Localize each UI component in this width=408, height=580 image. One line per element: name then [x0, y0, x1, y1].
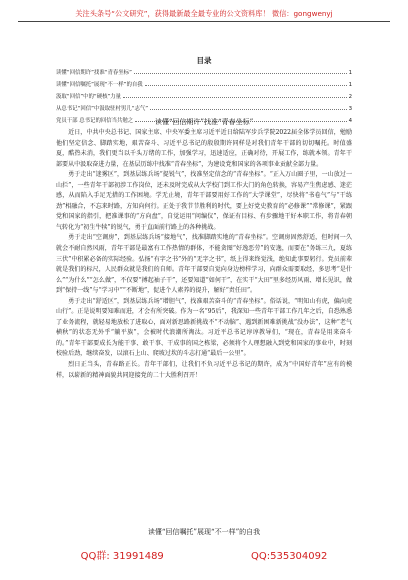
promo-banner: 关注头条号“公文研究”，获得最新最全最专业的公文资料库！ 微信：gongwenyj [75, 9, 333, 18]
toc-item-label: 读懂“回信嘱托”展现“不一样”的自我 [56, 82, 143, 88]
toc-title: 目录 [196, 56, 212, 65]
body-paragraph: 勇于走出“空调房”，到基层练兵场“接地气”，找准脚踏实地的“青春坐标”。空调房固然舒适，但时间一久就会不耐自然风雨，青年干部是最富有工作热情的群体，不能贪图“好逸恶劳”的安逸，而要在“务练三九，夏练三伏”中积累必备的实际经验。弘扬“有字之书”外的“无字之书”，纸上得来终觉浅，绝知此事要躬行。党员前辈就是我们的标尺，人民群众就是我们的自师。青年干部要自觉向身边榜样学习，向群众需要取经，多思考“是什么”“为什么”“怎么做”，不仅要“搏起袖子干”，还要知道“如何干”，在实干“大田”里多经历风雨、增长见识，做到“保持一线”与“学习中”“不断地”，促进个人素养的提升，解好“责任田”。 [56, 234, 352, 295]
toc-item-1[interactable] [56, 67, 352, 79]
next-section-title: 读懂“回信嘱托”展现“不一样”的自我 [147, 528, 261, 536]
contact-footer [0, 547, 408, 562]
toc-item-4[interactable] [56, 103, 352, 115]
body-paragraph: 近日，中共中央总书记、国家主席、中央军委主席习近平近日给陆军步兵学院2022届全体学员回信，勉励他们坚定信念、脚踏实地，艰苦奋斗、习近平总书记的殷殷期许同样是对我们青年干部的切切嘱托。时值盛夏，酷热未消，我们更当以千头万绪的工作，加强学习，迅速适应，正确对待，开展工作，练就本领。青年干部要从中汲取奋进力量，在基层历练中找准“青春坐标”，为建设党和国家的各项事业贡献全部力量。 [56, 129, 352, 168]
toc-item-label: 汲取“回信”中的“硬核”力量 [56, 94, 122, 100]
toc-item-page: 1 [348, 70, 352, 76]
body-paragraph: 勇于走出“舒适区”，到基层练兵场“增胆气”，找准艰苦奋斗的“青春坐标”。俗话说，“明知山有虎，偏向虎山行”。正是说明要知难而进，才会有所突破。作为一名“95后”，我深知一些青年干部工作几年之后，自恐熟悉了业务流程，就轻易地放松了进取心，面对新思路新挑战不“不动脑”、遇到新困难新挑战“没办法”，这种“老气横秋”的状态无外乎“躺平族”，会被时代浪潮所淘汰。习近平总书记谆谆教导们，“现在，青春是用来奋斗的。”青年干部要成长为能干事、敢干事、干成事的国之栋梁，必须将个人理想融入到党和国家的事业中，时刻校验后劲，继续奋发，以滚石上山、爬坡过坎的斗志打通“最后一公里”。 [56, 297, 352, 358]
toc-item-label: 从总书记“回信”中汲取驻村男儿“志气” [56, 106, 149, 112]
body-paragraph: 烈日正当头，青春路正长。青年干部们，让我们不负习近平总书记的期许，成为“中国好青年”应有的模样，以崭新的精神面貌共同迎接党的二十大胜利召开！ [56, 361, 352, 379]
article-body [56, 128, 352, 381]
toc-item-page: 3 [348, 106, 352, 112]
article-title: 读懂“回信期许”找准“青春坐标” [154, 118, 254, 126]
toc-leader-dots [145, 79, 347, 86]
toc-leader-dots [123, 91, 346, 98]
qq-group-text: QQ群: 31991489 [80, 551, 164, 562]
toc-item-label: 党员干部 总书记的回信当共勉之 [56, 118, 134, 124]
header-rule [18, 21, 390, 22]
toc-item-page: 1 [348, 82, 352, 88]
qq-number-text: QQ:535304092 [251, 551, 328, 562]
body-paragraph: 勇于走出“迷雾区”，到基层练兵场“提锐气”，找准坚定信念的“青春坐标”。“正入万山圈子里，一山放过一山拦”，一些青年干部初涉工作岗位，还未及时完成从大学校门到工作大门的角色转换，容易产生焦虑感、迷茫感，从而陷入手足无措的工作困境。学无止境，青年干部要用好工作的“大学课堂”，尽快将“书卷气”与“干练劲”相融合，不忘来时路，方知向何行。正处于我节节胜利的时代，要上好党史教育的“必修课”“常修课”，紧跟党和国家的指引，把准课事的“方向盘”，自觉运用“问编仪”，保证有目标、有步骤地干好本职工作，将青春朝气转化为“初生牛犊”的锐气，勇于直面前行路上的各种挑战。 [56, 171, 352, 231]
toc-item-label: 读懂“回信期许”找准“青春坐标” [56, 70, 132, 76]
toc-item-3[interactable] [56, 91, 352, 103]
toc-item-page: 2 [348, 94, 352, 100]
toc-item-page: 4 [348, 118, 352, 124]
toc-leader-dots [134, 67, 347, 74]
toc-leader-dots [150, 103, 347, 110]
toc-item-2[interactable] [56, 79, 352, 91]
